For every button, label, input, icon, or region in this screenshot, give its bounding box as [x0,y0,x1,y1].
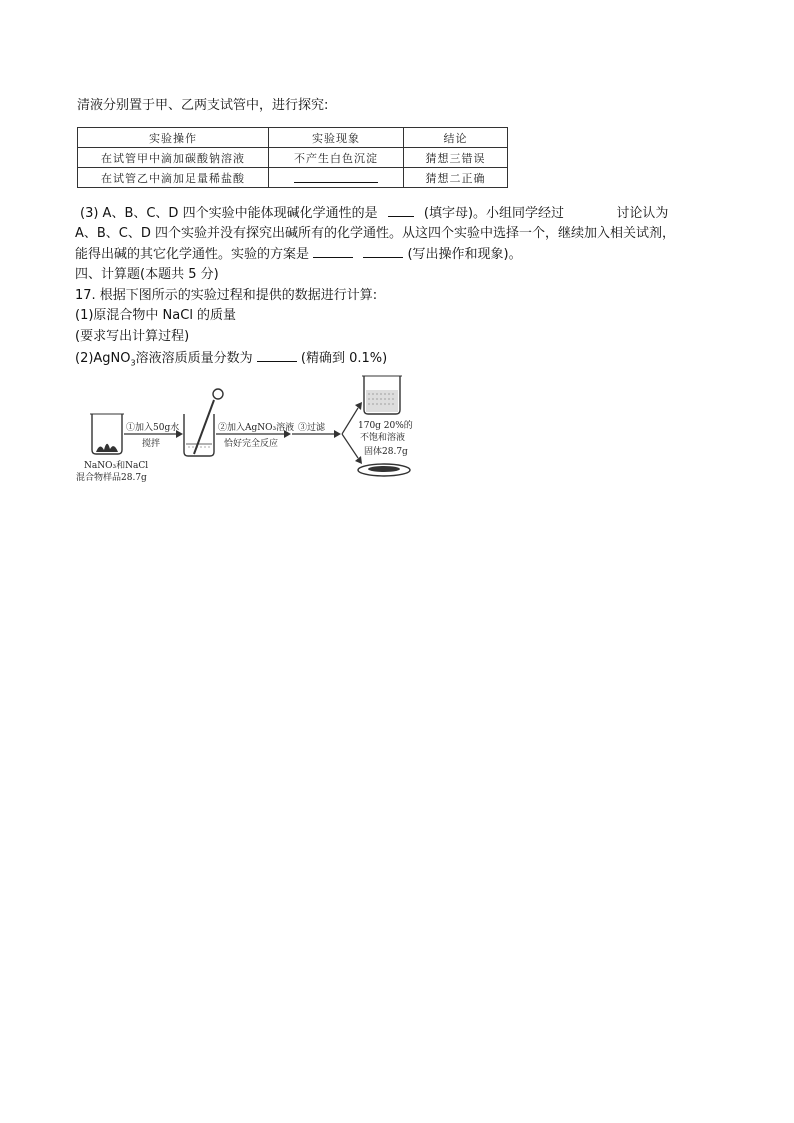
table-row [78,148,508,168]
q3-text-5: (写出操作和现象)。 [407,247,522,262]
answer-blank [313,244,353,258]
q17-sub2 [75,348,387,373]
q3-line-2: A、B、C、D 四个实验并没有探究出碱所有的化学通性。从这四个实验中选择一个，继续加入相关试剂， [75,226,676,241]
q17-sub2-text-b: 溶液溶质质量分数为 [135,351,253,366]
sample-label-1: NaNO₃和NaCl [84,461,149,471]
experiment-table [77,127,508,188]
answer-blank [363,244,403,258]
q17-sub2-text: (2)AgNO [75,351,131,366]
answer-blank [294,169,378,183]
table-header: 结论 [404,128,508,148]
solid-label: 固体28.7g [364,447,408,457]
filtrate-label-2: 不饱和溶液 [360,433,406,443]
step1-sub-label: 搅拌 [142,439,161,449]
table-header: 实验现象 [269,128,404,148]
experiment-figure [72,372,432,484]
filtrate-label-1: 170g 20%的 [358,421,413,431]
beaker-filtrate-icon [362,376,402,414]
q17-sub1: (1)原混合物中 NaCl 的质量 [75,308,237,323]
arrow-icon [342,434,362,464]
q3-text-4: 能得出碱的其它化学通性。实验的方案是 [75,247,310,262]
answer-blank [388,203,414,217]
step1-label: ①加入50g水 [126,423,180,433]
step2-label: ②加入AgNO₃溶液 [218,423,295,433]
table-header: 实验操作 [78,128,269,148]
table-cell: 在试管甲中滴加碳酸钠溶液 [78,148,269,168]
q3-line-3 [75,244,522,264]
q3-text-1: (3) A、B、C、D 四个实验中能体现碱化学通性的是 [80,206,378,221]
table-cell: 在试管乙中滴加足量稀盐酸 [78,168,269,188]
q17-sub2-text-c: (精确到 0.1%) [300,351,388,366]
sample-label-2: 混合物样品28.7g [76,473,147,483]
table-cell: 猜想三错误 [404,148,508,168]
subscript: 3 [130,358,136,368]
q3-text-2: (填字母)。小组同学经过 [423,206,565,221]
watch-glass-solid-icon [358,464,410,476]
table-cell: 不产生白色沉淀 [269,148,404,168]
table-row [78,168,508,188]
q3-line-1 [80,203,668,223]
q17-stem: 17. 根据下图所示的实验过程和提供的数据进行计算: [75,288,378,303]
table-header-row [78,128,508,148]
q17-sub1-note: (要求写出计算过程) [75,329,190,344]
q3-text-3: 讨论认为 [616,206,669,221]
section-heading: 四、计算题(本题共 5 分) [75,267,219,282]
table-cell: 猜想二正确 [404,168,508,188]
answer-blank [257,348,297,362]
beaker-sample-icon [90,414,124,454]
intro-line: 清液分别置于甲、乙两支试管中，进行探究: [77,98,329,113]
table-cell-answer-blank [269,168,404,188]
step2-sub-label: 恰好完全反应 [224,439,279,449]
step3-label: ③过滤 [298,423,326,433]
